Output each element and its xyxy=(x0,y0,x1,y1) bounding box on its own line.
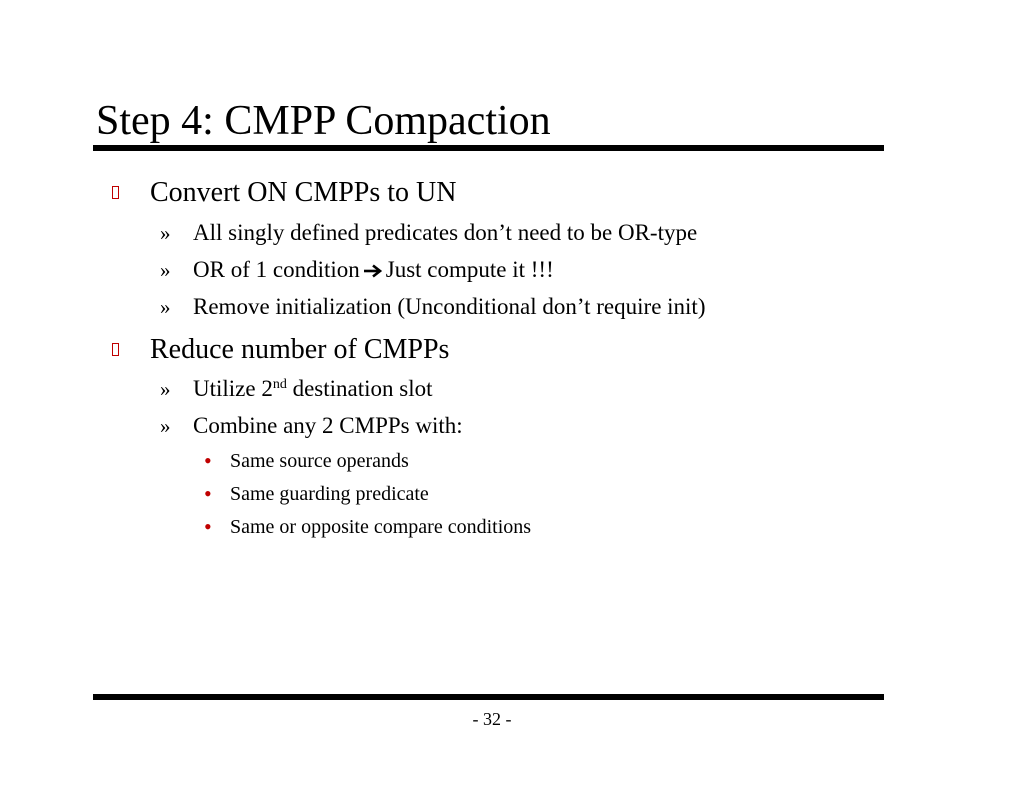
bullet-text: Convert ON CMPPs to UN xyxy=(150,177,457,208)
sub-bullet-text xyxy=(193,256,554,284)
title-underline xyxy=(93,145,884,151)
sub-bullet-text-after: Just compute it !!! xyxy=(385,257,554,282)
bullet-text: Reduce number of CMPPs xyxy=(150,334,450,365)
right-arrow-icon xyxy=(363,264,383,278)
sub-bullet-text: All singly defined predicates don’t need to be OR-type xyxy=(193,220,698,245)
chevron-bullet-icon: » xyxy=(160,414,171,438)
square-bullet-icon xyxy=(112,186,119,199)
chevron-bullet-icon: » xyxy=(160,258,171,282)
chevron-bullet-icon: » xyxy=(160,377,171,401)
slide-title: Step 4: CMPP Compaction xyxy=(96,98,551,144)
sub-sub-bullet-text: Same guarding predicate xyxy=(230,483,429,505)
square-bullet-icon xyxy=(112,343,119,356)
ordinal-superscript: nd xyxy=(272,377,287,392)
sub-bullet-text: Combine any 2 CMPPs with: xyxy=(193,413,463,438)
sub-bullet-text: Remove initialization (Unconditional don’t require init) xyxy=(193,294,706,319)
dot-bullet-icon: • xyxy=(204,481,212,506)
sub-sub-bullet-text: Same source operands xyxy=(230,450,409,472)
sub-sub-bullet-text: Same or opposite compare conditions xyxy=(230,516,532,538)
chevron-bullet-icon: » xyxy=(160,295,171,319)
chevron-bullet-icon: » xyxy=(160,221,171,245)
page-number: - 32 - xyxy=(472,709,512,729)
sub-bullet-text-before: OR of 1 condition xyxy=(193,257,360,282)
sub-bullet-text-before: Utilize 2 xyxy=(193,376,273,401)
dot-bullet-icon: • xyxy=(204,448,212,473)
footer-rule xyxy=(93,694,884,700)
sub-bullet-text xyxy=(193,375,433,403)
dot-bullet-icon: • xyxy=(204,514,212,539)
sub-bullet-text-after: destination slot xyxy=(286,376,433,401)
